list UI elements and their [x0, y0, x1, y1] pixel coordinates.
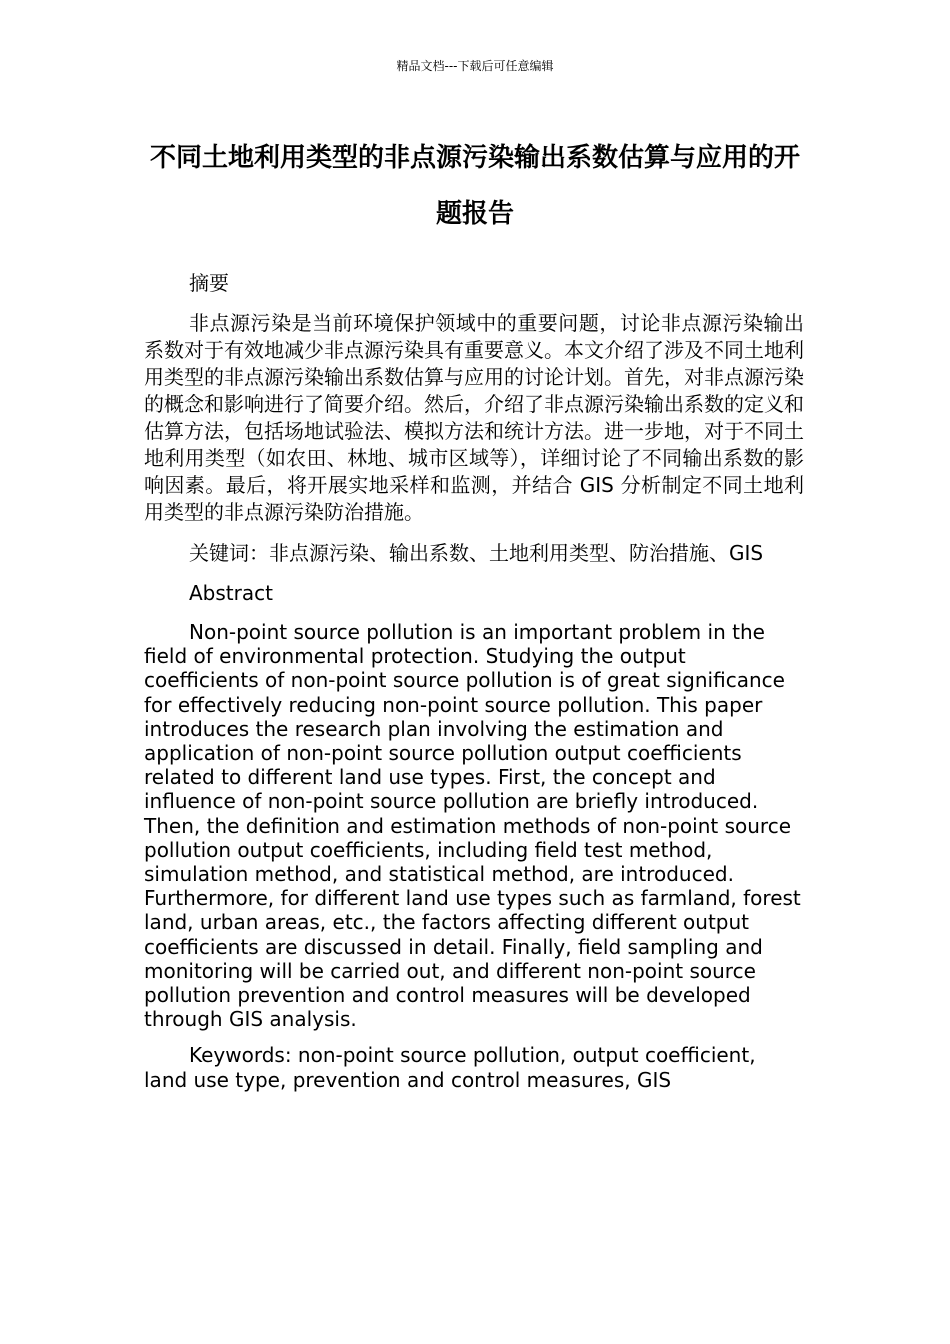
abstract-en-body: Non-point source pollution is an important problem in the field of environmental protection. Studying the output coefficients of non-point source pollution is of great significance for effectively reducing non-point source pollution. This paper introduces the research plan involving the estimation and application of non-point source pollution output coefficients related to different land use types. First, the concept and influence of non-point source pollution are briefly introduced. Then, the definition and estimation methods of non-point source pollution output coefficients, including field test method, simulation method, and statistical method, are introduced. Furthermore, for different land use types such as farmland, forest land, urban areas, etc., the factors affecting different output coefficients are discussed in detail. Finally, field sampling and monitoring will be carried out, and different non-point source pollution prevention and control measures will be developed through GIS analysis.	[144, 620, 801, 1032]
document-title: 不同土地利用类型的非点源污染输出系数估算与应用的开题报告	[149, 143, 800, 229]
keywords-en: Keywords: non-point source pollution, output coefficient, land use type, prevention and control measures, GIS	[144, 1043, 756, 1092]
abstract-cn-heading: 摘要	[189, 271, 229, 295]
header-note: 精品文档---下载后可任意编辑	[396, 59, 554, 73]
abstract-cn-body: 非点源污染是当前环境保护领域中的重要问题，讨论非点源污染输出系数对于有效地减少非点源污染具有重要意义。本文介绍了涉及不同土地利用类型的非点源污染输出系数估算与应用的讨论计划。首先，对非点源污染的概念和影响进行了简要介绍。然后，介绍了非点源污染输出系数的定义和估算方法，包括场地试验法、模拟方法和统计方法。进一步地，对于不同土地利用类型（如农田、林地、城市区域等），详细讨论了不同输出系数的影响因素。最后，将开展实地采样和监测，并结合 GIS 分析制定不同土地利用类型的非点源污染防治措施。	[144, 311, 804, 524]
document-body	[144, 268, 804, 1104]
keywords-cn: 关键词：非点源污染、输出系数、土地利用类型、防治措施、GIS	[189, 541, 764, 565]
abstract-en-heading: Abstract	[189, 581, 273, 605]
